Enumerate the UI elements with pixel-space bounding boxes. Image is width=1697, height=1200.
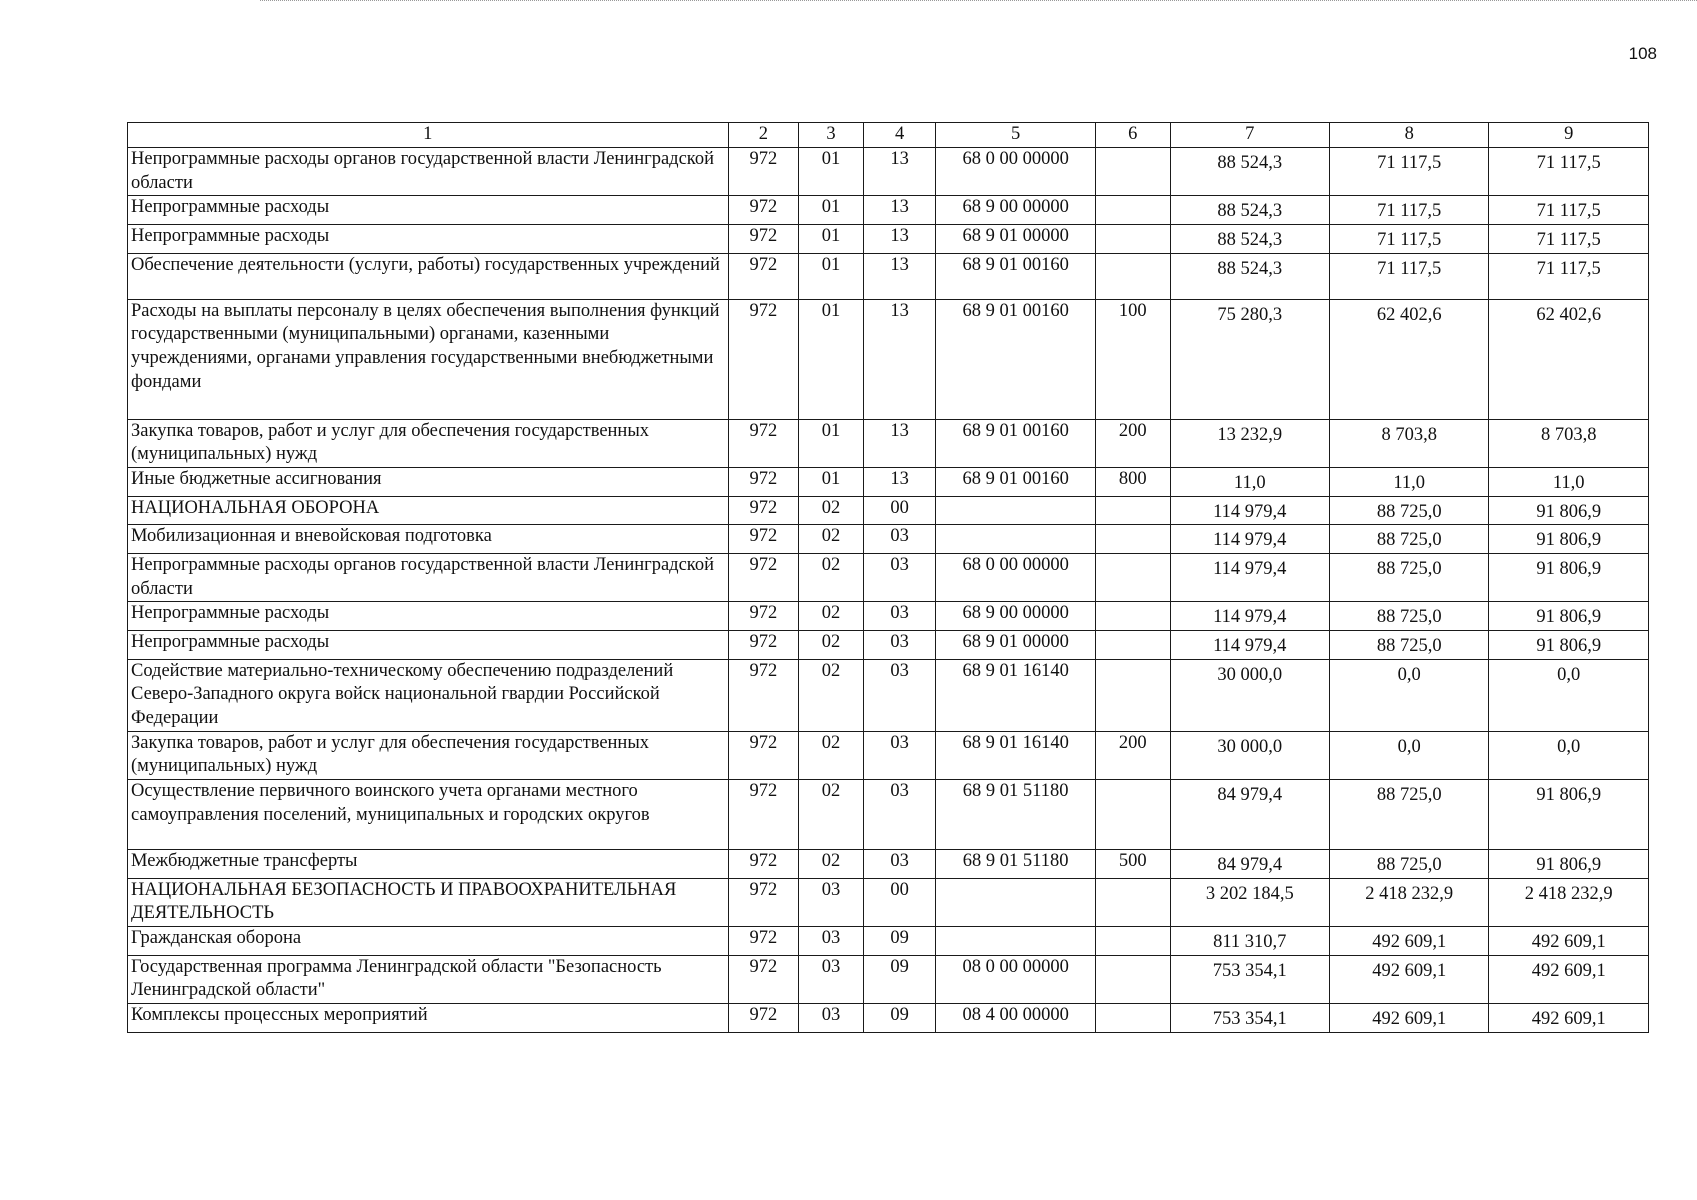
amount-col-7: 88 524,3 (1170, 253, 1329, 299)
expense-type-code (1095, 927, 1170, 956)
ministry-code: 972 (728, 196, 799, 225)
section-code: 01 (799, 468, 864, 497)
row-name: Закупка товаров, работ и услуг для обеспечения государственных (муниципальных) нужд (128, 731, 729, 779)
subsection-code: 00 (863, 496, 936, 525)
target-article-code: 68 0 00 00000 (936, 148, 1095, 196)
target-article-code: 68 0 00 00000 (936, 554, 1095, 602)
amount-col-9: 71 117,5 (1489, 148, 1649, 196)
subsection-code: 03 (863, 631, 936, 660)
section-code: 01 (799, 299, 864, 419)
subsection-code: 03 (863, 659, 936, 731)
table-row (128, 554, 1649, 602)
section-code: 02 (799, 525, 864, 554)
amount-col-8: 0,0 (1329, 659, 1488, 731)
table-row (128, 253, 1649, 299)
row-name: Непрограммные расходы органов государственной власти Ленинградской области (128, 148, 729, 196)
amount-col-8: 492 609,1 (1329, 1004, 1488, 1033)
ministry-code: 972 (728, 468, 799, 497)
subsection-code: 13 (863, 419, 936, 467)
expense-type-code: 100 (1095, 299, 1170, 419)
ministry-code: 972 (728, 148, 799, 196)
section-code: 02 (799, 731, 864, 779)
subsection-code: 03 (863, 731, 936, 779)
ministry-code: 972 (728, 850, 799, 879)
amount-col-7: 88 524,3 (1170, 148, 1329, 196)
amount-col-8: 88 725,0 (1329, 631, 1488, 660)
table-row (128, 602, 1649, 631)
subsection-code: 13 (863, 148, 936, 196)
target-article-code: 68 9 01 00160 (936, 419, 1095, 467)
ministry-code: 972 (728, 419, 799, 467)
expense-type-code (1095, 878, 1170, 926)
subsection-code: 13 (863, 468, 936, 497)
column-header: 8 (1329, 123, 1488, 148)
column-header: 4 (863, 123, 936, 148)
row-name: Иные бюджетные ассигнования (128, 468, 729, 497)
amount-col-9: 91 806,9 (1489, 780, 1649, 850)
amount-col-8: 492 609,1 (1329, 955, 1488, 1003)
subsection-code: 09 (863, 927, 936, 956)
row-name: НАЦИОНАЛЬНАЯ ОБОРОНА (128, 496, 729, 525)
section-code: 02 (799, 659, 864, 731)
amount-col-7: 114 979,4 (1170, 554, 1329, 602)
target-article-code (936, 927, 1095, 956)
amount-col-9: 91 806,9 (1489, 496, 1649, 525)
amount-col-7: 811 310,7 (1170, 927, 1329, 956)
table-row (128, 1004, 1649, 1033)
target-article-code (936, 525, 1095, 554)
target-article-code: 68 9 01 00160 (936, 253, 1095, 299)
amount-col-7: 114 979,4 (1170, 602, 1329, 631)
expense-type-code (1095, 780, 1170, 850)
amount-col-7: 13 232,9 (1170, 419, 1329, 467)
ministry-code: 972 (728, 1004, 799, 1033)
amount-col-9: 71 117,5 (1489, 225, 1649, 254)
target-article-code: 68 9 01 00160 (936, 299, 1095, 419)
target-article-code: 68 9 01 16140 (936, 659, 1095, 731)
expense-type-code (1095, 196, 1170, 225)
subsection-code: 03 (863, 602, 936, 631)
expense-type-code (1095, 525, 1170, 554)
subsection-code: 03 (863, 780, 936, 850)
expense-type-code: 200 (1095, 419, 1170, 467)
section-code: 03 (799, 878, 864, 926)
row-name: Осуществление первичного воинского учета органами местного самоуправления поселений, муниципальных и городских округов (128, 780, 729, 850)
amount-col-9: 0,0 (1489, 731, 1649, 779)
amount-col-9: 91 806,9 (1489, 631, 1649, 660)
ministry-code: 972 (728, 525, 799, 554)
row-name: Комплексы процессных мероприятий (128, 1004, 729, 1033)
amount-col-7: 88 524,3 (1170, 196, 1329, 225)
row-name: Обеспечение деятельности (услуги, работы) государственных учреждений (128, 253, 729, 299)
target-article-code: 68 9 01 16140 (936, 731, 1095, 779)
table-row (128, 468, 1649, 497)
amount-col-8: 88 725,0 (1329, 525, 1488, 554)
ministry-code: 972 (728, 554, 799, 602)
row-name: Мобилизационная и вневойсковая подготовка (128, 525, 729, 554)
amount-col-8: 88 725,0 (1329, 496, 1488, 525)
ministry-code: 972 (728, 927, 799, 956)
amount-col-9: 91 806,9 (1489, 554, 1649, 602)
amount-col-7: 84 979,4 (1170, 850, 1329, 879)
amount-col-7: 114 979,4 (1170, 525, 1329, 554)
section-code: 03 (799, 1004, 864, 1033)
target-article-code: 68 9 01 51180 (936, 850, 1095, 879)
page-number: 108 (1628, 44, 1657, 63)
expense-type-code (1095, 225, 1170, 254)
section-code: 01 (799, 419, 864, 467)
ministry-code: 972 (728, 731, 799, 779)
table-row (128, 196, 1649, 225)
table-row (128, 225, 1649, 254)
table-row (128, 659, 1649, 731)
amount-col-9: 492 609,1 (1489, 1004, 1649, 1033)
expense-type-code (1095, 955, 1170, 1003)
subsection-code: 13 (863, 299, 936, 419)
target-article-code: 68 9 01 00000 (936, 631, 1095, 660)
table-row (128, 148, 1649, 196)
row-name: Государственная программа Ленинградской области "Безопасность Ленинградской области" (128, 955, 729, 1003)
expense-type-code (1095, 554, 1170, 602)
amount-col-9: 91 806,9 (1489, 850, 1649, 879)
expense-type-code: 500 (1095, 850, 1170, 879)
amount-col-7: 114 979,4 (1170, 496, 1329, 525)
ministry-code: 972 (728, 780, 799, 850)
table-row (128, 850, 1649, 879)
subsection-code: 09 (863, 955, 936, 1003)
scan-top-edge (260, 0, 1697, 3)
row-name: Межбюджетные трансферты (128, 850, 729, 879)
amount-col-8: 71 117,5 (1329, 253, 1488, 299)
ministry-code: 972 (728, 496, 799, 525)
target-article-code: 68 9 01 00160 (936, 468, 1095, 497)
target-article-code: 08 4 00 00000 (936, 1004, 1095, 1033)
target-article-code: 68 9 01 51180 (936, 780, 1095, 850)
subsection-code: 13 (863, 225, 936, 254)
row-name: Расходы на выплаты персоналу в целях обеспечения выполнения функций государственными (муниципальными) органами, казенными учреждениями, органами управления государственными внебюджетными фондами (128, 299, 729, 419)
target-article-code (936, 878, 1095, 926)
ministry-code: 972 (728, 602, 799, 631)
budget-table (127, 122, 1649, 1033)
amount-col-8: 0,0 (1329, 731, 1488, 779)
row-name: Закупка товаров, работ и услуг для обеспечения государственных (муниципальных) нужд (128, 419, 729, 467)
section-code: 01 (799, 225, 864, 254)
amount-col-9: 62 402,6 (1489, 299, 1649, 419)
amount-col-8: 88 725,0 (1329, 554, 1488, 602)
table-row (128, 299, 1649, 419)
amount-col-8: 88 725,0 (1329, 602, 1488, 631)
column-header: 2 (728, 123, 799, 148)
expense-type-code (1095, 631, 1170, 660)
row-name: Непрограммные расходы (128, 602, 729, 631)
ministry-code: 972 (728, 878, 799, 926)
amount-col-9: 71 117,5 (1489, 253, 1649, 299)
amount-col-7: 3 202 184,5 (1170, 878, 1329, 926)
amount-col-8: 88 725,0 (1329, 780, 1488, 850)
target-article-code: 68 9 01 00000 (936, 225, 1095, 254)
table-row (128, 525, 1649, 554)
amount-col-7: 11,0 (1170, 468, 1329, 497)
amount-col-9: 11,0 (1489, 468, 1649, 497)
column-header: 3 (799, 123, 864, 148)
subsection-code: 03 (863, 525, 936, 554)
amount-col-9: 91 806,9 (1489, 602, 1649, 631)
row-name: Непрограммные расходы (128, 225, 729, 254)
amount-col-9: 492 609,1 (1489, 955, 1649, 1003)
row-name: Непрограммные расходы (128, 631, 729, 660)
column-header: 5 (936, 123, 1095, 148)
table-row (128, 496, 1649, 525)
section-code: 01 (799, 253, 864, 299)
section-code: 02 (799, 602, 864, 631)
amount-col-8: 71 117,5 (1329, 196, 1488, 225)
amount-col-7: 753 354,1 (1170, 955, 1329, 1003)
table-row (128, 419, 1649, 467)
row-name: Гражданская оборона (128, 927, 729, 956)
amount-col-8: 2 418 232,9 (1329, 878, 1488, 926)
ministry-code: 972 (728, 955, 799, 1003)
amount-col-7: 30 000,0 (1170, 731, 1329, 779)
amount-col-8: 11,0 (1329, 468, 1488, 497)
expense-type-code (1095, 602, 1170, 631)
ministry-code: 972 (728, 253, 799, 299)
section-code: 02 (799, 850, 864, 879)
subsection-code: 13 (863, 196, 936, 225)
amount-col-8: 71 117,5 (1329, 225, 1488, 254)
column-header: 1 (128, 123, 729, 148)
amount-col-8: 8 703,8 (1329, 419, 1488, 467)
expense-type-code: 200 (1095, 731, 1170, 779)
expense-type-code: 800 (1095, 468, 1170, 497)
ministry-code: 972 (728, 299, 799, 419)
amount-col-9: 71 117,5 (1489, 196, 1649, 225)
amount-col-9: 492 609,1 (1489, 927, 1649, 956)
table-row (128, 631, 1649, 660)
table-row (128, 780, 1649, 850)
amount-col-8: 492 609,1 (1329, 927, 1488, 956)
target-article-code: 68 9 00 00000 (936, 602, 1095, 631)
expense-type-code (1095, 1004, 1170, 1033)
table-row (128, 927, 1649, 956)
table-row (128, 955, 1649, 1003)
amount-col-8: 71 117,5 (1329, 148, 1488, 196)
row-name: Непрограммные расходы органов государственной власти Ленинградской области (128, 554, 729, 602)
amount-col-9: 91 806,9 (1489, 525, 1649, 554)
target-article-code (936, 496, 1095, 525)
column-header: 9 (1489, 123, 1649, 148)
amount-col-9: 2 418 232,9 (1489, 878, 1649, 926)
amount-col-7: 88 524,3 (1170, 225, 1329, 254)
amount-col-9: 8 703,8 (1489, 419, 1649, 467)
section-code: 01 (799, 196, 864, 225)
subsection-code: 03 (863, 554, 936, 602)
expense-type-code (1095, 659, 1170, 731)
section-code: 02 (799, 554, 864, 602)
amount-col-7: 75 280,3 (1170, 299, 1329, 419)
ministry-code: 972 (728, 631, 799, 660)
column-header: 7 (1170, 123, 1329, 148)
subsection-code: 00 (863, 878, 936, 926)
row-name: Непрограммные расходы (128, 196, 729, 225)
expense-type-code (1095, 253, 1170, 299)
section-code: 02 (799, 780, 864, 850)
amount-col-7: 114 979,4 (1170, 631, 1329, 660)
section-code: 02 (799, 496, 864, 525)
amount-col-7: 30 000,0 (1170, 659, 1329, 731)
ministry-code: 972 (728, 225, 799, 254)
table-row (128, 878, 1649, 926)
section-code: 01 (799, 148, 864, 196)
column-header: 6 (1095, 123, 1170, 148)
subsection-code: 03 (863, 850, 936, 879)
expense-type-code (1095, 496, 1170, 525)
amount-col-9: 0,0 (1489, 659, 1649, 731)
expense-type-code (1095, 148, 1170, 196)
section-code: 03 (799, 927, 864, 956)
column-number-row (128, 123, 1649, 148)
amount-col-7: 84 979,4 (1170, 780, 1329, 850)
section-code: 02 (799, 631, 864, 660)
amount-col-8: 88 725,0 (1329, 850, 1488, 879)
subsection-code: 13 (863, 253, 936, 299)
amount-col-7: 753 354,1 (1170, 1004, 1329, 1033)
target-article-code: 08 0 00 00000 (936, 955, 1095, 1003)
row-name: НАЦИОНАЛЬНАЯ БЕЗОПАСНОСТЬ И ПРАВООХРАНИТЕЛЬНАЯ ДЕЯТЕЛЬНОСТЬ (128, 878, 729, 926)
section-code: 03 (799, 955, 864, 1003)
table-row (128, 731, 1649, 779)
ministry-code: 972 (728, 659, 799, 731)
target-article-code: 68 9 00 00000 (936, 196, 1095, 225)
row-name: Содействие материально-техническому обеспечению подразделений Северо-Западного округа войск национальной гвардии Российской Федерации (128, 659, 729, 731)
amount-col-8: 62 402,6 (1329, 299, 1488, 419)
subsection-code: 09 (863, 1004, 936, 1033)
